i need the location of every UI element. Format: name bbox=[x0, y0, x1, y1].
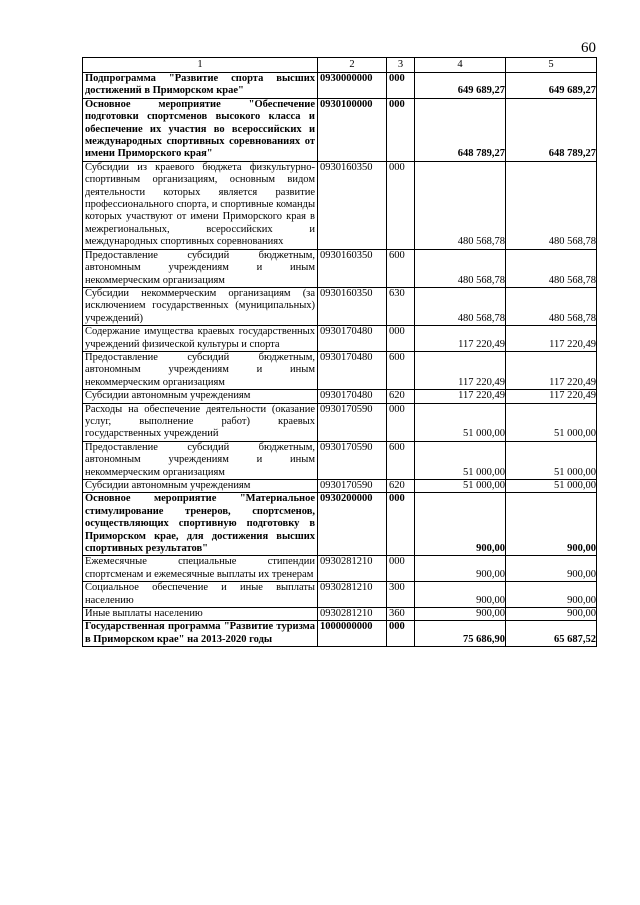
row-type-cell: 600 bbox=[387, 249, 415, 287]
table-row bbox=[83, 608, 597, 621]
row-type-cell: 600 bbox=[387, 441, 415, 479]
table-row bbox=[83, 98, 597, 161]
table-header-row bbox=[83, 58, 597, 73]
row-name-cell: Субсидии автономным учреждениям bbox=[83, 390, 318, 403]
row-name-cell: Предоставление субсидий бюджетным, автономным учреждениям и иным некоммерческим организациям bbox=[83, 249, 318, 287]
row-name-cell: Иные выплаты населению bbox=[83, 608, 318, 621]
table-row bbox=[83, 582, 597, 608]
row-type-cell: 620 bbox=[387, 480, 415, 493]
row-value-4-cell: 900,00 bbox=[415, 556, 506, 582]
row-type-cell: 000 bbox=[387, 98, 415, 161]
row-type-cell: 000 bbox=[387, 326, 415, 352]
row-code-cell: 0930281210 bbox=[318, 556, 387, 582]
table-row bbox=[83, 390, 597, 403]
column-header-4: 4 bbox=[415, 58, 506, 73]
row-value-5-cell: 900,00 bbox=[506, 493, 597, 556]
row-value-5-cell: 51 000,00 bbox=[506, 441, 597, 479]
column-header-2: 2 bbox=[318, 58, 387, 73]
budget-table bbox=[82, 57, 597, 647]
row-value-5-cell: 117 220,49 bbox=[506, 390, 597, 403]
row-code-cell: 1000000000 bbox=[318, 621, 387, 647]
row-value-5-cell: 900,00 bbox=[506, 608, 597, 621]
row-value-5-cell: 900,00 bbox=[506, 582, 597, 608]
table-row bbox=[83, 403, 597, 441]
row-value-4-cell: 51 000,00 bbox=[415, 441, 506, 479]
row-value-4-cell: 117 220,49 bbox=[415, 326, 506, 352]
row-type-cell: 000 bbox=[387, 556, 415, 582]
row-value-5-cell: 117 220,49 bbox=[506, 351, 597, 389]
table-row bbox=[83, 351, 597, 389]
row-code-cell: 0930281210 bbox=[318, 582, 387, 608]
row-value-4-cell: 75 686,90 bbox=[415, 621, 506, 647]
table-row bbox=[83, 493, 597, 556]
row-value-4-cell: 900,00 bbox=[415, 608, 506, 621]
row-type-cell: 000 bbox=[387, 403, 415, 441]
row-type-cell: 000 bbox=[387, 493, 415, 556]
row-value-4-cell: 480 568,78 bbox=[415, 161, 506, 249]
row-value-4-cell: 117 220,49 bbox=[415, 390, 506, 403]
row-value-5-cell: 900,00 bbox=[506, 556, 597, 582]
row-value-4-cell: 117 220,49 bbox=[415, 351, 506, 389]
row-code-cell: 0930170480 bbox=[318, 326, 387, 352]
row-value-4-cell: 480 568,78 bbox=[415, 249, 506, 287]
row-value-4-cell: 51 000,00 bbox=[415, 403, 506, 441]
row-value-5-cell: 117 220,49 bbox=[506, 326, 597, 352]
row-type-cell: 360 bbox=[387, 608, 415, 621]
column-header-3: 3 bbox=[387, 58, 415, 73]
row-name-cell: Основное мероприятие "Материальное стимулирование тренеров, спортсменов, осуществляющих спортивную подготовку в Приморском крае, для достижения высших спортивных результатов" bbox=[83, 493, 318, 556]
row-value-4-cell: 900,00 bbox=[415, 493, 506, 556]
table-body bbox=[83, 73, 597, 647]
row-value-4-cell: 900,00 bbox=[415, 582, 506, 608]
row-value-5-cell: 51 000,00 bbox=[506, 403, 597, 441]
row-code-cell: 0930281210 bbox=[318, 608, 387, 621]
row-code-cell: 0930160350 bbox=[318, 249, 387, 287]
row-code-cell: 0930170590 bbox=[318, 403, 387, 441]
table-row bbox=[83, 161, 597, 249]
row-code-cell: 0930100000 bbox=[318, 98, 387, 161]
row-name-cell: Ежемесячные специальные стипендии спортсменам и ежемесячные выплаты их тренерам bbox=[83, 556, 318, 582]
table-row bbox=[83, 480, 597, 493]
row-code-cell: 0930160350 bbox=[318, 161, 387, 249]
row-value-5-cell: 51 000,00 bbox=[506, 480, 597, 493]
row-type-cell: 600 bbox=[387, 351, 415, 389]
row-name-cell: Субсидии некоммерческим организациям (за исключением государственных (муниципальных) учреждений) bbox=[83, 287, 318, 325]
table-row bbox=[83, 441, 597, 479]
row-code-cell: 0930200000 bbox=[318, 493, 387, 556]
column-header-5: 5 bbox=[506, 58, 597, 73]
row-value-5-cell: 480 568,78 bbox=[506, 161, 597, 249]
page-number: 60 bbox=[581, 40, 596, 56]
table-row bbox=[83, 249, 597, 287]
table-row bbox=[83, 287, 597, 325]
row-name-cell: Субсидии из краевого бюджета физкультурно-спортивным организациям, основным видом деятельности которых является развитие профессионального спорта, и спортивные команды которых участвуют от имени Приморского края в межрегиональных, всероссийских и международных спортивных соревнованиях bbox=[83, 161, 318, 249]
row-code-cell: 0930160350 bbox=[318, 287, 387, 325]
table-row bbox=[83, 556, 597, 582]
table-row bbox=[83, 73, 597, 99]
table-row bbox=[83, 621, 597, 647]
row-name-cell: Предоставление субсидий бюджетным, автономным учреждениям и иным некоммерческим организациям bbox=[83, 441, 318, 479]
row-type-cell: 000 bbox=[387, 73, 415, 99]
row-value-5-cell: 480 568,78 bbox=[506, 249, 597, 287]
row-type-cell: 620 bbox=[387, 390, 415, 403]
row-code-cell: 0930170590 bbox=[318, 441, 387, 479]
row-type-cell: 630 bbox=[387, 287, 415, 325]
table-row bbox=[83, 326, 597, 352]
row-code-cell: 0930000000 bbox=[318, 73, 387, 99]
row-value-4-cell: 649 689,27 bbox=[415, 73, 506, 99]
row-name-cell: Предоставление субсидий бюджетным, автономным учреждениям и иным некоммерческим организациям bbox=[83, 351, 318, 389]
column-header-1: 1 bbox=[83, 58, 318, 73]
row-name-cell: Субсидии автономным учреждениям bbox=[83, 480, 318, 493]
row-name-cell: Расходы на обеспечение деятельности (оказание услуг, выполнение работ) краевых государственных учреждений bbox=[83, 403, 318, 441]
row-code-cell: 0930170480 bbox=[318, 390, 387, 403]
row-code-cell: 0930170590 bbox=[318, 480, 387, 493]
row-code-cell: 0930170480 bbox=[318, 351, 387, 389]
row-type-cell: 000 bbox=[387, 161, 415, 249]
row-name-cell: Государственная программа "Развитие туризма в Приморском крае" на 2013-2020 годы bbox=[83, 621, 318, 647]
row-value-5-cell: 480 568,78 bbox=[506, 287, 597, 325]
row-name-cell: Содержание имущества краевых государственных учреждений физической культуры и спорта bbox=[83, 326, 318, 352]
row-value-4-cell: 51 000,00 bbox=[415, 480, 506, 493]
row-value-4-cell: 480 568,78 bbox=[415, 287, 506, 325]
row-type-cell: 000 bbox=[387, 621, 415, 647]
row-value-5-cell: 648 789,27 bbox=[506, 98, 597, 161]
row-value-4-cell: 648 789,27 bbox=[415, 98, 506, 161]
row-name-cell: Основное мероприятие "Обеспечение подготовки спортсменов высокого класса и обеспечение их участия во всероссийских и международных спортивных соревнованиях от имени Приморского края" bbox=[83, 98, 318, 161]
row-name-cell: Подпрограмма "Развитие спорта высших достижений в Приморском крае" bbox=[83, 73, 318, 99]
row-name-cell: Социальное обеспечение и иные выплаты населению bbox=[83, 582, 318, 608]
row-value-5-cell: 649 689,27 bbox=[506, 73, 597, 99]
row-type-cell: 300 bbox=[387, 582, 415, 608]
row-value-5-cell: 65 687,52 bbox=[506, 621, 597, 647]
